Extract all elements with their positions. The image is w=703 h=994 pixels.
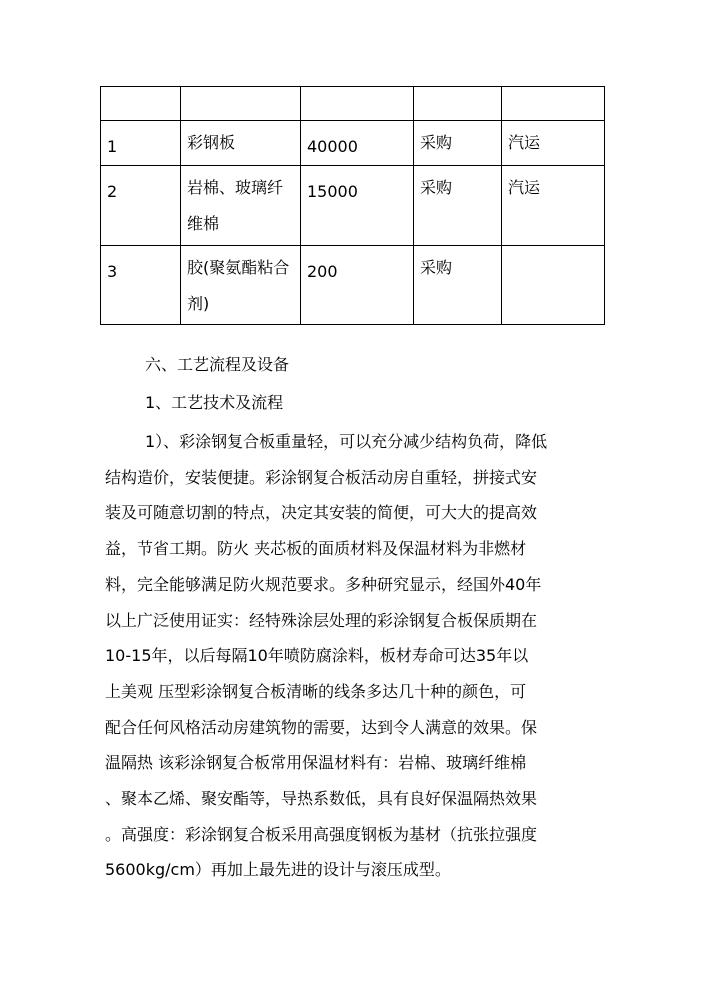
table-header-row bbox=[101, 87, 605, 121]
table-cell-quantity: 40000 bbox=[301, 121, 414, 166]
paragraph-line: 1）、彩涂钢复合板重量轻，可以充分减少结构负荷，降低 bbox=[145, 432, 548, 451]
table-cell-transport bbox=[502, 246, 605, 325]
paragraph-line: 上美观 压型彩涂钢复合板清晰的线条多达几十种的颜色，可 bbox=[105, 681, 527, 701]
table-cell-transport: 汽运 bbox=[502, 121, 605, 166]
table-cell-number: 3 bbox=[101, 246, 181, 325]
paragraph-line: 10-15年，以后每隔10年喷防腐涂料，板材寿命可达35年以 bbox=[105, 646, 529, 666]
paragraph-line: 温隔热 该彩涂钢复合板常用保温材料有：岩棉、玻璃纤维棉 bbox=[105, 753, 527, 773]
paragraph-line: 结构造价，安装便捷。彩涂钢复合板活动房自重轻，拼接式安 bbox=[105, 467, 538, 487]
paragraph-line: 5600kg/cm）再加上最先进的设计与滚压成型。 bbox=[105, 860, 451, 880]
table-cell-material: 胶(聚氨酯粘合剂) bbox=[181, 246, 301, 325]
table-header-cell bbox=[414, 87, 502, 121]
table-cell-source: 采购 bbox=[414, 246, 502, 325]
paragraph-line: 以上广泛使用证实：经特殊涂层处理的彩涂钢复合板保质期在 bbox=[105, 610, 538, 630]
table-cell-material: 岩棉、玻璃纤维棉 bbox=[181, 166, 301, 246]
table-cell-material: 彩钢板 bbox=[181, 121, 301, 166]
table-header-cell bbox=[181, 87, 301, 121]
table-cell-number: 1 bbox=[101, 121, 181, 166]
table-header-cell bbox=[502, 87, 605, 121]
table-row bbox=[101, 166, 605, 246]
table-cell-quantity: 15000 bbox=[301, 166, 414, 246]
paragraph-line: 。高强度：彩涂钢复合板采用高强度钢板为基材（抗张拉强度 bbox=[105, 824, 538, 844]
table-cell-source: 采购 bbox=[414, 121, 502, 166]
paragraph-line: 、聚本乙烯、聚安酯等，导热系数低，具有良好保温隔热效果 bbox=[105, 789, 538, 809]
table-row bbox=[101, 121, 605, 166]
table-row bbox=[101, 246, 605, 325]
paragraph-line: 配合任何风格活动房建筑物的需要，达到令人满意的效果。保 bbox=[105, 717, 538, 737]
table-header-cell bbox=[101, 87, 181, 121]
paragraph-line: 益，节省工期。防火 夹芯板的面质材料及保温材料为非燃材 bbox=[105, 539, 527, 559]
body-paragraph bbox=[105, 424, 605, 888]
section-title: 六、工艺流程及设备 bbox=[145, 355, 290, 374]
table-header-cell bbox=[301, 87, 414, 121]
paragraph-line: 装及可随意切割的特点，决定其安装的简便，可大大的提高效 bbox=[105, 503, 538, 523]
table-cell-quantity: 200 bbox=[301, 246, 414, 325]
materials-table bbox=[100, 86, 605, 325]
paragraph-line: 料，完全能够满足防火规范要求。多种研究显示，经国外40年 bbox=[105, 574, 542, 594]
table-cell-number: 2 bbox=[101, 166, 181, 246]
section-subtitle: 1、工艺技术及流程 bbox=[145, 393, 284, 412]
table-cell-transport: 汽运 bbox=[502, 166, 605, 246]
table-cell-source: 采购 bbox=[414, 166, 502, 246]
